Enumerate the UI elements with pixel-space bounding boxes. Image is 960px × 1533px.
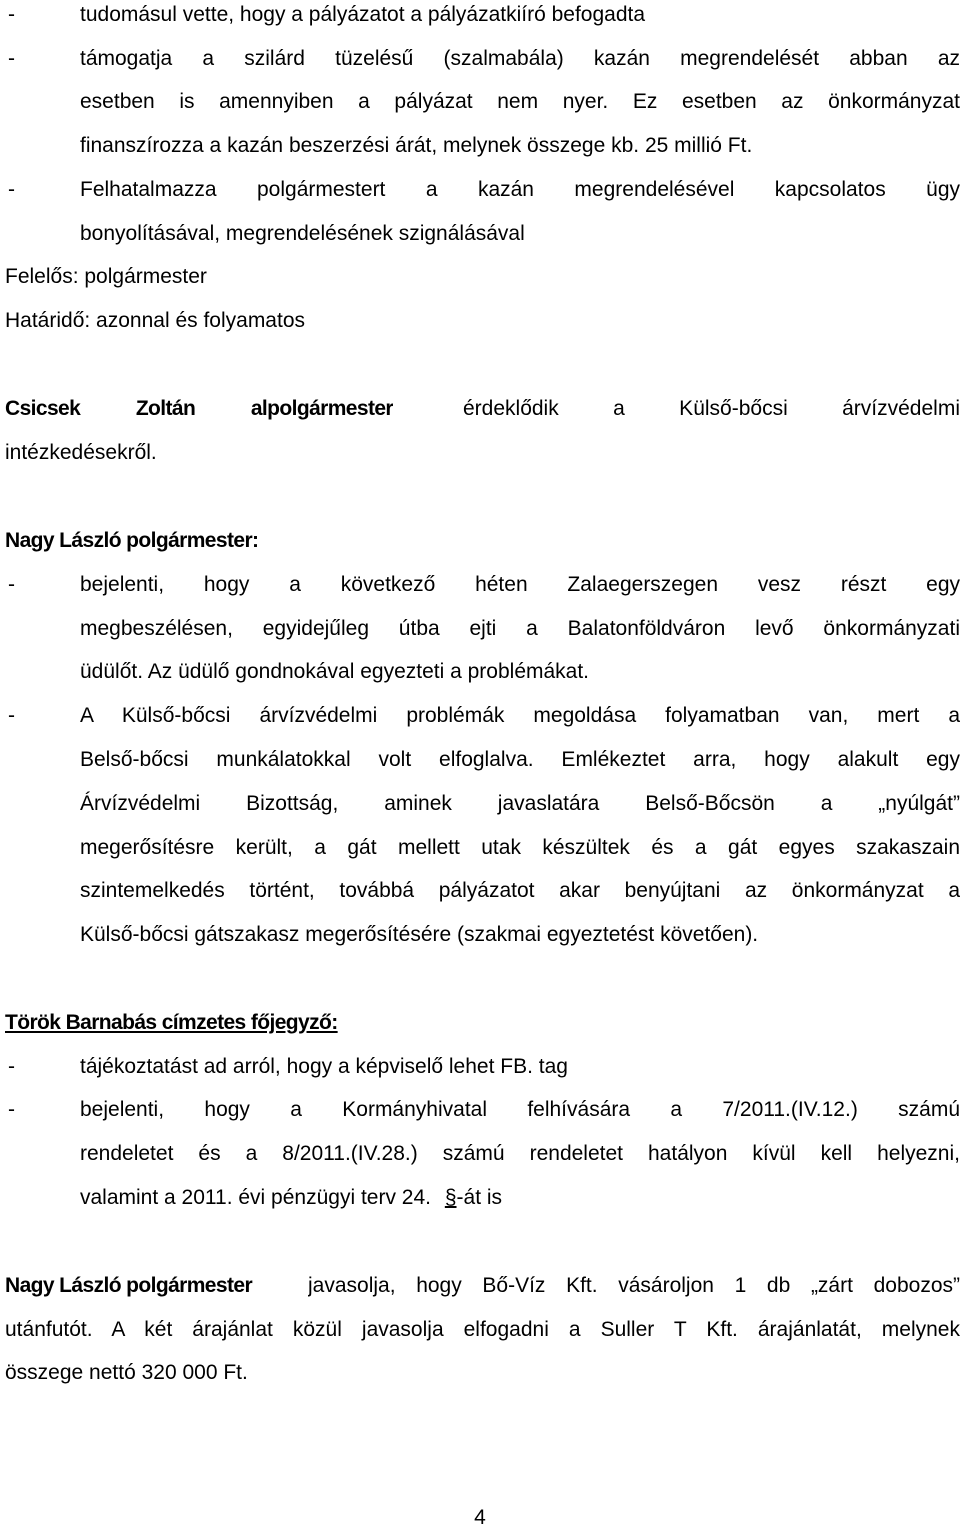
bullet-text: Árvízvédelmi Bizottság, aminek javaslatára Belső-Bőcsön a „nyúlgát” [80, 792, 960, 815]
bullet-text: Külső-bőcsi gátszakasz megerősítésére (szakmai egyeztetést követően). [80, 923, 759, 946]
speaker-name: Csicsek Zoltán alpolgármester [5, 397, 393, 420]
paragraph-text: intézkedésekről. [5, 441, 157, 464]
bullet-text: rendeletet és a 8/2011.(IV.28.) számú rendeletet hatályon kívül kell helyezni, [80, 1142, 960, 1165]
bullet-text: bejelenti, hogy a Kormányhivatal felhívására a 7/2011.(IV.12.) számú [80, 1098, 960, 1121]
paragraph-sign: § [444, 1186, 457, 1209]
responsible-line: Felelős: polgármester [5, 265, 207, 288]
bullet-text: finanszírozza a kazán beszerzési árát, melynek összege kb. 25 millió Ft. [80, 134, 753, 157]
bullet-text-part: valamint a 2011. évi pénzügyi terv 24. [80, 1186, 431, 1209]
bullet-text [80, 1183, 502, 1213]
bullet-dash: - [8, 1055, 15, 1078]
bullet-text: bonyolításával, megrendelésének szignálásával [80, 222, 525, 245]
bullet-text: tájékoztatást ad arról, hogy a képviselő lehet FB. tag [80, 1055, 568, 1078]
bullet-text-part: -át is [456, 1186, 503, 1209]
bullet-dash: - [8, 178, 15, 201]
bullet-dash: - [8, 1098, 15, 1121]
deadline-line: Határidő: azonnal és folyamatos [5, 309, 305, 332]
bullet-dash: - [8, 3, 15, 26]
speaker-name: Nagy László polgármester [5, 1274, 253, 1297]
bullet-text: szintemelkedés történt, továbbá pályázatot akar benyújtani az önkormányzat a [80, 879, 960, 902]
bullet-text: megerősítésre került, a gát mellett utak készültek és a gát egyes szakaszain [80, 836, 960, 859]
bullet-dash: - [8, 47, 15, 70]
bullet-text: esetben is amennyiben a pályázat nem nyer. Ez esetben az önkormányzat [80, 90, 960, 113]
section-heading: Nagy László polgármester: [5, 529, 259, 552]
bullet-text: Felhatalmazza polgármestert a kazán megrendelésével kapcsolatos ügy [80, 178, 960, 201]
bullet-text: A Külső-bőcsi árvízvédelmi problémák megoldása folyamatban van, mert a [80, 704, 960, 727]
bullet-text: üdülőt. Az üdülő gondnokával egyezteti a problémákat. [80, 660, 590, 683]
bullet-text: tudomásul vette, hogy a pályázatot a pályázatkiíró befogadta [80, 3, 646, 26]
section-heading: Török Barnabás címzetes főjegyző: [5, 1011, 338, 1034]
paragraph-text: érdeklődik a Külső-bőcsi árvízvédelmi [463, 397, 960, 420]
bullet-text: bejelenti, hogy a következő héten Zalaegerszegen vesz részt egy [80, 573, 960, 596]
bullet-text: megbeszélésen, egyidejűleg útba ejti a Balatonföldváron levő önkormányzati [80, 617, 960, 640]
paragraph-text: utánfutót. A két árajánlat közül javasolja elfogadni a Suller T Kft. árajánlatát, melynek [5, 1318, 960, 1341]
page-number: 4 [474, 1506, 486, 1529]
bullet-dash: - [8, 704, 15, 727]
paragraph-text: javasolja, hogy Bő-Víz Kft. vásároljon 1 db „zárt dobozos” [308, 1274, 960, 1297]
paragraph-text: összege nettó 320 000 Ft. [5, 1361, 248, 1384]
bullet-dash: - [8, 573, 15, 596]
bullet-text: Belső-bőcsi munkálatokkal volt elfoglalva. Emlékeztet arra, hogy alakult egy [80, 748, 960, 771]
bullet-text: támogatja a szilárd tüzelésű (szalmabála) kazán megrendelését abban az [80, 47, 960, 70]
